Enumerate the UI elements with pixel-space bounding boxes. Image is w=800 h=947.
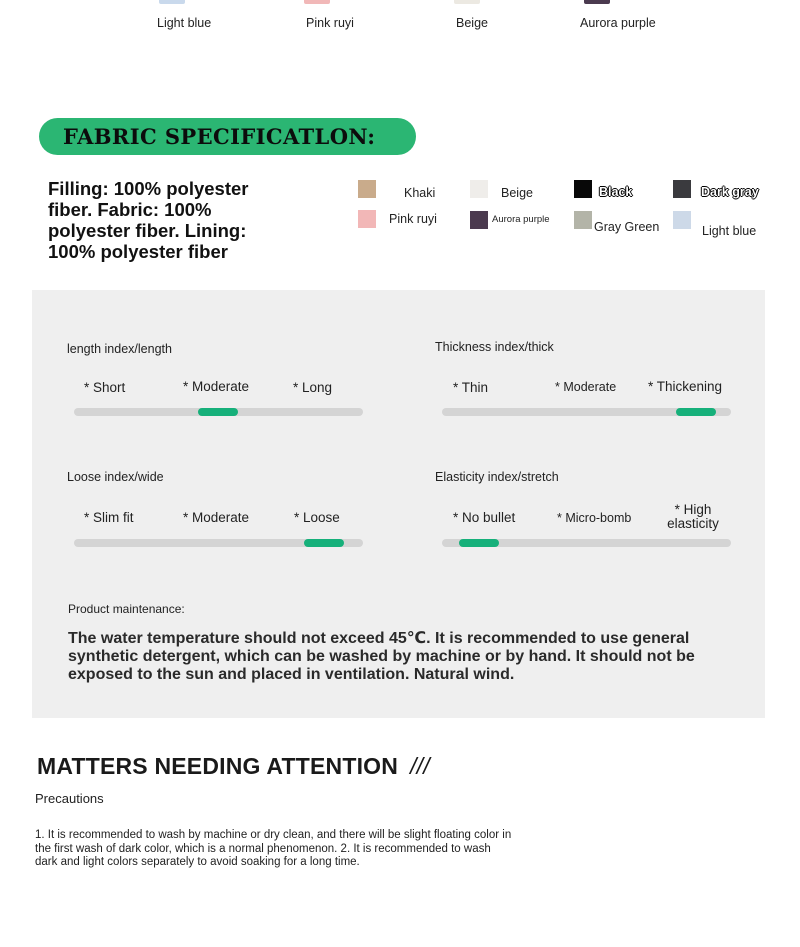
- color-swatch: [584, 0, 610, 4]
- color-swatch: [358, 180, 376, 198]
- thickness-index-indicator: [676, 408, 716, 416]
- color-name: Pink ruyi: [306, 16, 354, 30]
- color-swatch: [574, 211, 592, 229]
- loose-option-moderate: * Moderate: [183, 510, 250, 525]
- thickness-option-thickening: * Thickening: [648, 379, 723, 394]
- fabric-composition: Filling: 100% polyester fiber. Fabric: 100% polyester fiber. Lining: 100% polyester fiber: [48, 178, 249, 262]
- loose-index-indicator: [304, 539, 344, 547]
- color-name: Light blue: [157, 16, 212, 30]
- color-name: Aurora purple: [580, 16, 656, 30]
- color-label: Pink ruyi: [389, 212, 437, 226]
- length-option-short: * Short: [84, 380, 126, 395]
- fabric-spec-title: FABRIC SPECIFICATLON:: [63, 124, 376, 149]
- loose-index-track: [74, 539, 363, 547]
- color-swatch: [574, 180, 592, 198]
- thickness-option-thin: * Thin: [453, 380, 489, 395]
- length-index-track: [74, 408, 363, 416]
- loose-option-slim-fit: * Slim fit: [84, 510, 134, 525]
- loose-option-loose: * Loose: [294, 510, 340, 525]
- thickness-index-track: [442, 408, 731, 416]
- elasticity-index-title: Elasticity index/stretch: [435, 470, 559, 484]
- maintenance-title: Product maintenance:: [68, 602, 185, 616]
- elasticity-index-track: [442, 539, 731, 547]
- fabric-spec-header: [39, 118, 416, 155]
- color-swatch: [159, 0, 185, 4]
- maintenance-text: The water temperature should not exceed 45℃. It is recommended to use general synthetic detergent, which can be washed by machine or by hand. It should not be exposed to the sun and placed in ventilation. Natural wind.: [68, 630, 695, 683]
- color-label: Dark gray: [701, 185, 759, 199]
- color-label: Beige: [501, 186, 533, 200]
- thickness-option-moderate: * Moderate: [555, 380, 617, 394]
- color-label: Khaki: [404, 186, 436, 200]
- precautions-text: 1. It is recommended to wash by machine or dry clean, and there will be slight floating color in the first wash of dark color, which is a normal phenomenon. 2. It is recommended to wash dark and light colors separately to avoid soaking for a long time.: [35, 829, 512, 868]
- color-label: Aurora purple: [492, 214, 550, 225]
- length-index-indicator: [198, 408, 238, 416]
- top-color-strip: [0, 0, 800, 40]
- color-swatch: [673, 211, 691, 229]
- elasticity-option-micro-bomb: * Micro-bomb: [557, 511, 632, 525]
- attention-heading: [37, 753, 430, 780]
- color-swatch: [454, 0, 480, 4]
- attention-title: MATTERS NEEDING ATTENTION: [37, 753, 399, 779]
- color-swatch: [470, 180, 488, 198]
- elasticity-option-high-elasticity: * High elasticity: [667, 502, 719, 531]
- color-label: Light blue: [702, 224, 757, 238]
- elasticity-option-no-bullet: * No bullet: [453, 510, 516, 525]
- precautions-title: Precautions: [35, 791, 104, 806]
- elasticity-index-indicator: [459, 539, 499, 547]
- loose-index-title: Loose index/wide: [67, 470, 164, 484]
- attention-slash-decoration: ///: [410, 753, 430, 779]
- thickness-index-title: Thickness index/thick: [435, 340, 554, 354]
- color-swatch: [673, 180, 691, 198]
- color-swatch: [470, 211, 488, 229]
- length-index-title: length index/length: [67, 342, 172, 356]
- color-label: Black: [599, 185, 633, 199]
- color-label: Gray Green: [594, 220, 660, 234]
- length-option-long: * Long: [293, 380, 333, 395]
- color-swatch: [358, 210, 376, 228]
- length-option-moderate: * Moderate: [183, 379, 250, 394]
- color-name: Beige: [456, 16, 488, 30]
- color-swatch: [304, 0, 330, 4]
- index-panel: [32, 290, 765, 718]
